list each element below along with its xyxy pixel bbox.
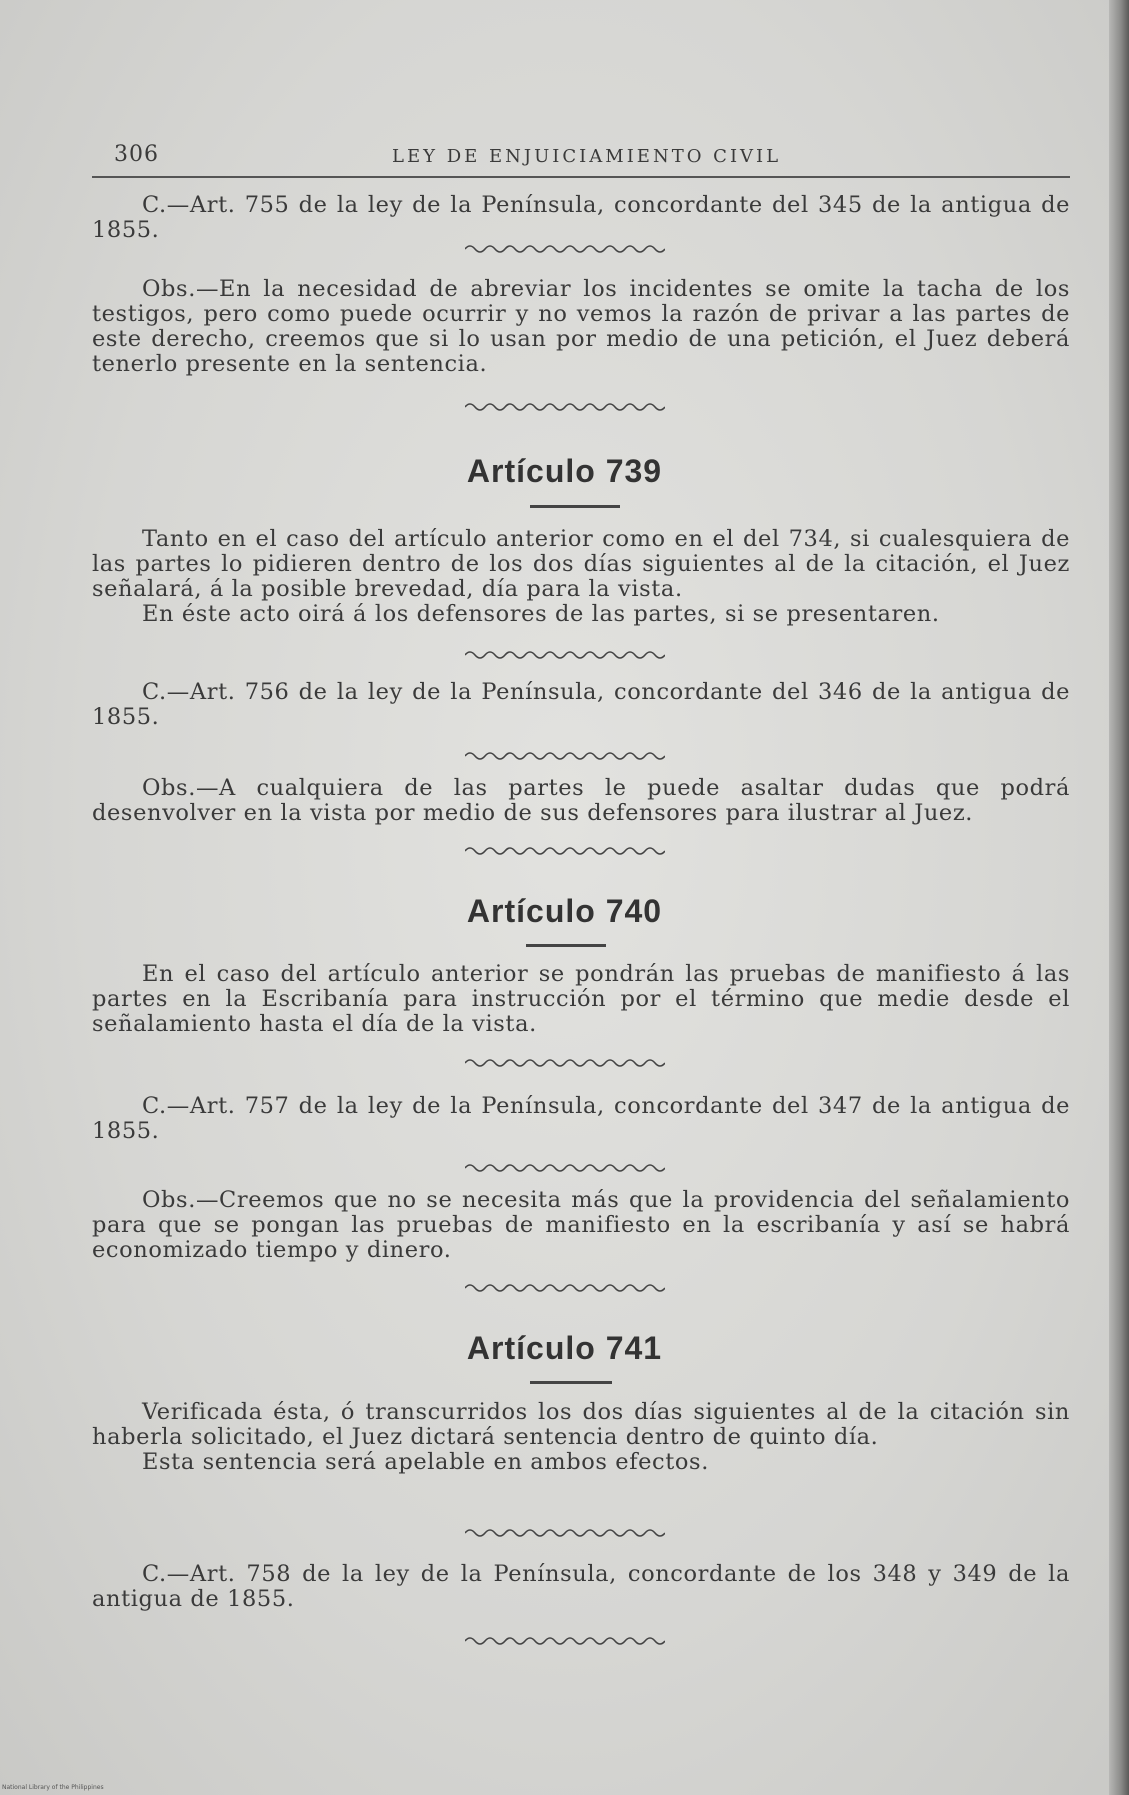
wave-divider — [0, 1633, 1129, 1652]
article-741-para-1: Verificada ésta, ó transcurridos los dos días siguientes al de la citación sin haberla solicitado, el Juez dictará sentencia dentro de quinto día. — [92, 1399, 1070, 1450]
page-header — [92, 142, 1070, 178]
wave-divider — [0, 1160, 1129, 1179]
wave-divider — [0, 843, 1129, 862]
title-rule — [530, 1381, 612, 1384]
article-741-title: Artículo 741 — [466, 1330, 663, 1366]
concordance-755-text: C.—Art. 755 de la ley de la Península, concordante del 345 de la antigua de 1855. — [92, 192, 1070, 243]
concordance-756-text: C.—Art. 756 de la ley de la Península, concordante del 346 de la antigua de 1855. — [92, 679, 1070, 730]
article-739-para-2: En éste acto oirá á los defensores de las partes, si se presentaren. — [142, 601, 940, 627]
article-740-title: Artículo 740 — [466, 893, 663, 929]
article-740-body — [92, 962, 1070, 1037]
title-rule — [526, 944, 606, 947]
wave-divider — [0, 1525, 1129, 1544]
article-739-body — [92, 527, 1070, 627]
observation-1-text: Obs.—En la necesidad de abreviar los incidentes se omite la tacha de los testigos, pero como puede ocurrir y no vemos la razón de privar a las partes de este derecho, creemos que si lo usan por medio de una petición, el Juez deberá tenerlo presente en la sentencia. — [92, 276, 1070, 377]
article-741-para-2: Esta sentencia será apelable en ambos efectos. — [142, 1449, 709, 1475]
observation-1 — [92, 277, 1070, 377]
scan-credit: National Library of the Philippines — [2, 1784, 104, 1791]
wave-divider — [0, 241, 1129, 260]
wave-divider — [0, 1055, 1129, 1074]
wave-divider — [0, 748, 1129, 767]
concordance-758-text: C.—Art. 758 de la ley de la Península, concordante de los 348 y 349 de la antigua de 1855. — [92, 1561, 1070, 1612]
concordance-757-text: C.—Art. 757 de la ley de la Península, concordante del 347 de la antigua de 1855. — [92, 1093, 1070, 1144]
article-740-para-1: En el caso del artículo anterior se pondrán las pruebas de manifiesto á las partes en la Escribanía para instrucción por el término que medie desde el señalamiento hasta el día de la vista. — [92, 961, 1070, 1037]
article-739-title: Artículo 739 — [466, 453, 663, 489]
observation-3-text: Obs.—Creemos que no se necesita más que la providencia del señalamiento para que se pongan las pruebas de manifiesto en la escribanía y así se habrá economizado tiempo y dinero. — [92, 1187, 1070, 1263]
page-number: 306 — [114, 142, 159, 167]
wave-divider — [0, 399, 1129, 418]
article-741-body — [92, 1400, 1070, 1475]
wave-divider — [0, 1280, 1129, 1299]
observation-3 — [92, 1188, 1070, 1263]
observation-2-text: Obs.—A cualquiera de las partes le puede asaltar dudas que podrá desenvolver en la vista por medio de sus defensores para ilustrar al Juez. — [92, 775, 1070, 826]
title-rule — [530, 505, 620, 508]
wave-divider — [0, 647, 1129, 666]
running-title: LEY DE ENJUICIAMIENTO CIVIL — [392, 146, 782, 167]
concordance-757 — [92, 1094, 1070, 1144]
article-739-para-1: Tanto en el caso del artículo anterior como en el del 734, si cualesquiera de las partes lo pidieren dentro de los dos días siguientes al de la citación, el Juez señalará, á la posible brevedad, día para la vista. — [92, 526, 1070, 602]
concordance-758 — [92, 1562, 1070, 1612]
concordance-756 — [92, 680, 1070, 730]
concordance-755 — [92, 193, 1070, 243]
observation-2 — [92, 776, 1070, 826]
